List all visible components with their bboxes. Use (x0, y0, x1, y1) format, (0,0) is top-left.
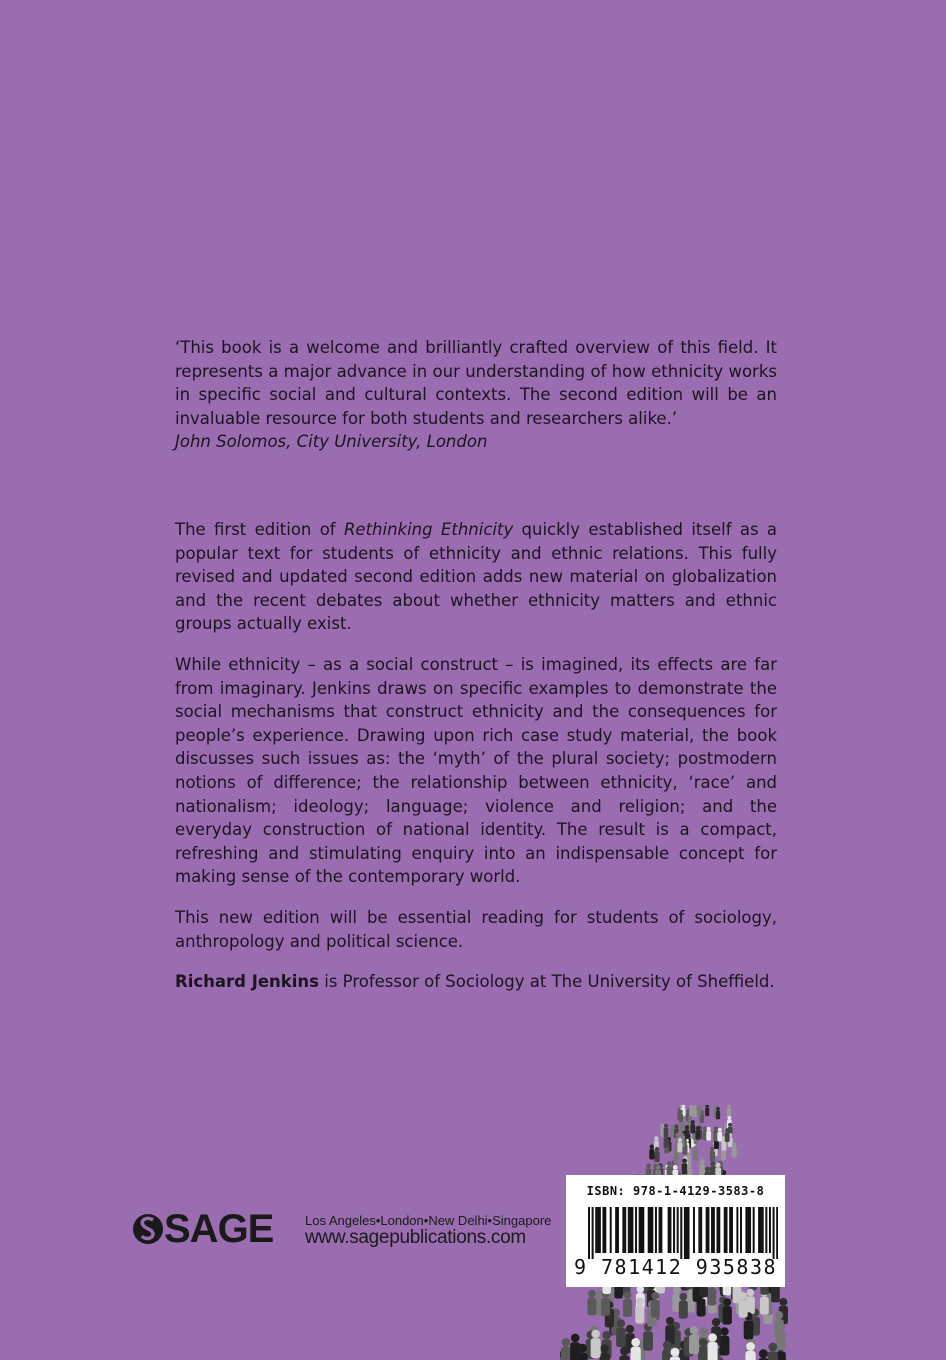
author-name: Richard Jenkins (175, 972, 319, 992)
endorsement-quote (175, 336, 777, 454)
barcode-digits: 9 781412 935838 (573, 1255, 778, 1279)
quote-attribution: John Solomos, City University, London (175, 432, 488, 452)
book-description (175, 518, 777, 1011)
description-paragraph-2: While ethnicity – as a social construct – is imagined, its effects are far from imaginary. Jenkins draws on specific examples to demonstrate the social mechanisms that construct ethnicity and the consequences for people’s experience. Drawing upon rich case study material, the book discusses such issues as: the ‘myth’ of the plural society; postmodern notions of difference; the relationship between ethnicity, ‘race’ and nationalism; ideology; language; violence and religion; and the everyday construction of national identity. The result is a compact, refreshing and stimulating enquiry into an indispensable concept for making sense of the contemporary world. (175, 654, 777, 887)
barcode-panel (566, 1175, 785, 1287)
description-paragraph-3: This new edition will be essential reading for students of sociology, anthropology and political science. (175, 907, 777, 951)
isbn-label: ISBN: 978-1-4129-3583-8 (586, 1184, 765, 1198)
author-bio-text: is Professor of Sociology at The University of Sheffield. (319, 972, 775, 992)
publisher-url: www.sagepublications.com (305, 1227, 526, 1248)
author-bio (175, 970, 777, 994)
p1-start: The first edition of (175, 520, 344, 539)
description-paragraph-1 (175, 518, 777, 636)
barcode-icon (588, 1203, 778, 1263)
quote-text: ‘This book is a welcome and brilliantly crafted overview of this field. It represents a major advance in our understanding of how ethnicity works in specific social and cultural contexts. The second edition will be an invaluable resource for both students and researchers alike.’ (175, 338, 777, 428)
book-title: Rethinking Ethnicity (343, 520, 514, 539)
publisher-name: SAGE (164, 1207, 274, 1251)
publisher-cities: Los Angeles•London•New Delhi•Singapore (305, 1213, 552, 1228)
p1-end: quickly established itself as a popular text for students of ethnicity and ethnic relations. This fully revised and updated second edition adds new material on globalization and the recent debates about whether ethnicity matters and ethnic groups actually exist. (175, 520, 777, 634)
